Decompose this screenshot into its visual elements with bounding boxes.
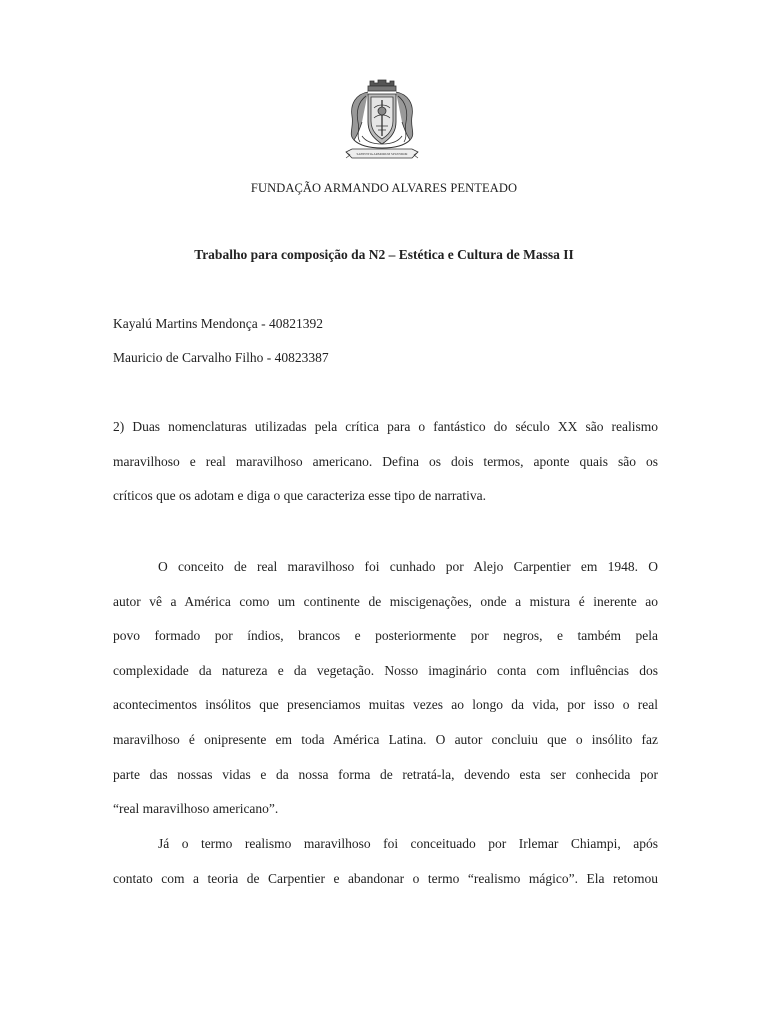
paragraph-line: maravilhoso é onipresente em toda América Latina. O autor concluiu que o insólito faz <box>113 731 658 747</box>
crest-motto: SAPIENTIA ARMORUM SPLENDOR <box>356 151 408 156</box>
paragraph-line: contato com a teoria de Carpentier e abandonar o termo “realismo mágico”. Ela retomou <box>113 870 658 886</box>
question-line: críticos que os adotam e diga o que caracteriza esse tipo de narrativa. <box>113 488 486 504</box>
paragraph-line: povo formado por índios, brancos e posteriormente por negros, e também pela <box>113 628 658 644</box>
question-line: 2) Duas nomenclaturas utilizadas pela crítica para o fantástico do século XX são realismo <box>113 419 658 434</box>
paragraph-line: parte das nossas vidas e da nossa forma de retratá-la, devendo esta ser conhecida por <box>113 766 658 782</box>
question-paragraph <box>113 410 658 514</box>
paragraph-line: Já o termo realismo maravilhoso foi conceituado por Irlemar Chiampi, após <box>158 836 658 851</box>
author-2: Mauricio de Carvalho Filho - 40823387 <box>113 350 329 365</box>
paragraph-line: acontecimentos insólitos que presenciamos muitas vezes ao longo da vida, por isso o real <box>113 697 658 713</box>
paragraph-line: complexidade da natureza e da vegetação. Nosso imaginário conta com influências dos <box>113 662 658 678</box>
coat-of-arms-icon <box>344 78 420 164</box>
paragraph-line: “real maravilhoso americano”. <box>113 801 279 817</box>
paragraph-line: autor vê a América como um continente de miscigenações, onde a mistura é inerente ao <box>113 593 658 609</box>
paragraph-line: O conceito de real maravilhoso foi cunhado por Alejo Carpentier em 1948. O <box>158 559 658 574</box>
question-line: maravilhoso e real maravilhoso americano. Defina os dois termos, aponte quais são os <box>113 453 658 469</box>
institution-name: FUNDAÇÃO ARMANDO ALVARES PENTEADO <box>250 181 518 195</box>
author-1: Kayalú Martins Mendonça - 40821392 <box>113 316 323 331</box>
body-paragraph-2 <box>113 827 658 896</box>
document-title: Trabalho para composição da N2 – Estética e Cultura de Massa II <box>194 247 574 262</box>
body-paragraph-1 <box>113 550 658 827</box>
